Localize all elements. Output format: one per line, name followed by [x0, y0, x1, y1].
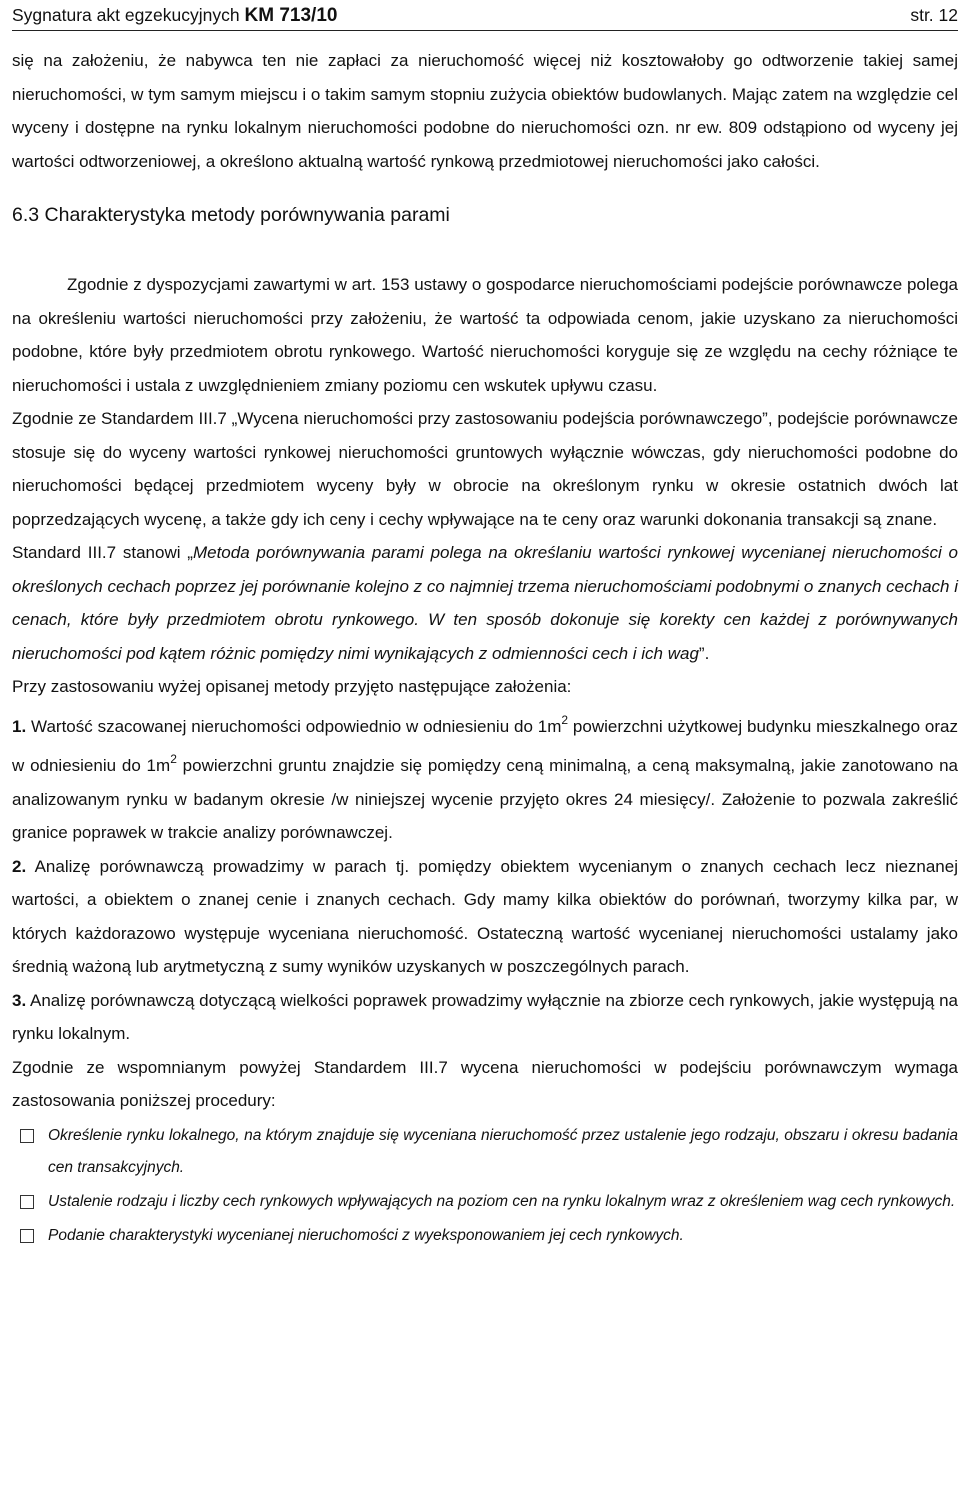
- checkbox-bullet-icon: [20, 1195, 34, 1209]
- list-item: [12, 1220, 958, 1252]
- page-number: str. 12: [910, 5, 958, 25]
- case-signature: [12, 0, 337, 31]
- list-item-text: Podanie charakterystyki wycenianej nieruchomości z wyeksponowaniem jej cech rynkowych.: [48, 1226, 684, 1244]
- standard-paragraph: Zgodnie ze Standardem III.7 „Wycena nieruchomości przy zastosowaniu podejścia porównawczego”, podejście porównawcze stosuje się do wyceny wartości rynkowej nieruchomości gruntowych wyłącznie wówczas, gdy nieruchomości podobne do nieruchomości będącej przedmiotem wyceny były w obrocie na określonym rynku w okresie ostatnich dwóch lat poprzedzających wycenę, a także gdy ich ceny i cechy wpływające na te ceny oraz warunki dokonania transakcji są znane.: [12, 409, 958, 529]
- assumption-1-number: 1.: [12, 716, 27, 736]
- superscript: 2: [170, 752, 177, 766]
- signature-prefix: Sygnatura akt egzekucyjnych: [12, 5, 240, 25]
- intro-paragraph: się na założeniu, że nabywca ten nie zapłaci za nieruchomość więcej niż kosztowałoby go odtworzenie takiej samej nieruchomości, w tym samym miejscu i o takim samym stopniu zużycia obiektów budowlanych. Mając zatem na względzie cel wyceny i dostępne na rynku lokalnym nieruchomości podobne do nieruchomości ozn. nr ew. 809 odstąpiono od wyceny jej wartości odtworzeniowej, a określono aktualną wartość rynkową przedmiotowej nieruchomości jako całości.: [12, 51, 958, 171]
- definition-quote: Metoda porównywania parami polega na określaniu wartości rynkowej wycenianej nieruchomości o określonych cechach poprzez jej porównanie kolejno z co najmniej trzema nieruchomościami podobnymi o znanych cechach i cenach, które były przedmiotem obrotu rynkowego. W ten sposób dokonuje się korekty cen każdej z porównywanych nieruchomości pod kątem różnic pomiędzy nimi wynikających z odmienności cech i ich wag: [12, 543, 958, 663]
- superscript: 2: [561, 712, 569, 727]
- list-item-text: Określenie rynku lokalnego, na którym znajduje się wyceniana nieruchomość przez ustalenie jego rodzaju, obszaru i okresu badania cen transakcyjnych.: [48, 1126, 958, 1176]
- document-page: [12, 0, 958, 1252]
- checkbox-bullet-icon: [20, 1229, 34, 1243]
- assumption-3-text: Analizę porównawczą dotyczącą wielkości poprawek prowadzimy wyłącznie na zbiorze cech rynkowych, jakie występują na rynku lokalnym.: [12, 990, 958, 1043]
- case-number: KM 713/10: [244, 5, 338, 26]
- assumption-3: [12, 984, 958, 1051]
- checkbox-bullet-icon: [20, 1129, 34, 1143]
- assumption-1-text-b: powierzchni użytkowej budynku mieszkalnego oraz w odniesieniu do 1m: [12, 716, 958, 775]
- assumption-3-number: 3.: [12, 990, 27, 1010]
- list-item: [12, 1186, 958, 1218]
- assumptions-intro: Przy zastosowaniu wyżej opisanej metody przyjęto następujące założenia:: [12, 677, 572, 696]
- assumption-2: [12, 850, 958, 984]
- art153-paragraph: Zgodnie z dyspozycjami zawartymi w art. 153 ustawy o gospodarce nieruchomościami podejście porównawcze polega na określeniu wartości nieruchomości przy założeniu, że wartość ta odpowiada cenom, jakie uzyskano za nieruchomości podobne, które były przedmiotem obrotu rynkowego. Wartość nieruchomości koryguje się ze względu na cechy różniące te nieruchomości i ustala z uwzględnieniem zmiany poziomu cen wskutek upływu czasu.: [12, 275, 958, 395]
- definition-suffix: ”.: [698, 643, 710, 663]
- assumption-2-text: Analizę porównawczą prowadzimy w parach tj. pomiędzy obiektem wycenianym o znanych cechach lecz nieznanej wartości, a obiektem o znanej cenie i znanych cechach. Gdy mamy kilka obiektów do porównań, tworzymy kilka par, w których każdorazowo występuje wyceniana nieruchomość. Ostateczną wartość wycenianej nieruchomości ustalamy jako średnią ważoną lub arytmetyczną z sumy wyników uzyskanych w poszczególnych parach.: [12, 856, 958, 976]
- list-item-text: Ustalenie rodzaju i liczby cech rynkowych wpływających na poziom cen na rynku lokalnym wraz z określeniem wag cech rynkowych.: [48, 1192, 956, 1210]
- definition-prefix: Standard III.7 stanowi „: [12, 543, 193, 562]
- page-header: [12, 0, 958, 31]
- procedure-paragraph: Zgodnie ze wspomnianym powyżej Standardem III.7 wycena nieruchomości w podejściu porównawczym wymaga zastosowania poniższej procedury:: [12, 1057, 958, 1110]
- assumption-1-text-a: Wartość szacowanej nieruchomości odpowiednio w odniesieniu do 1m: [26, 716, 562, 736]
- standard-definition-paragraph: [12, 536, 958, 670]
- procedure-list: [12, 1120, 958, 1252]
- assumption-2-number: 2.: [12, 856, 27, 876]
- list-item: [12, 1120, 958, 1184]
- section-heading: 6.3 Charakterystyka metody porównywania parami: [12, 204, 450, 226]
- assumption-1: [12, 704, 958, 850]
- assumption-1-text-c: powierzchni gruntu znajdzie się pomiędzy ceną minimalną, a ceną maksymalną, jakie zanotowano na analizowanym rynku w badanym okresie /w niniejszej wycenie przyjęto okres 24 miesięcy/. Założenie to pozwala zakreślić granice poprawek w trakcie analizy porównawczej.: [12, 756, 958, 842]
